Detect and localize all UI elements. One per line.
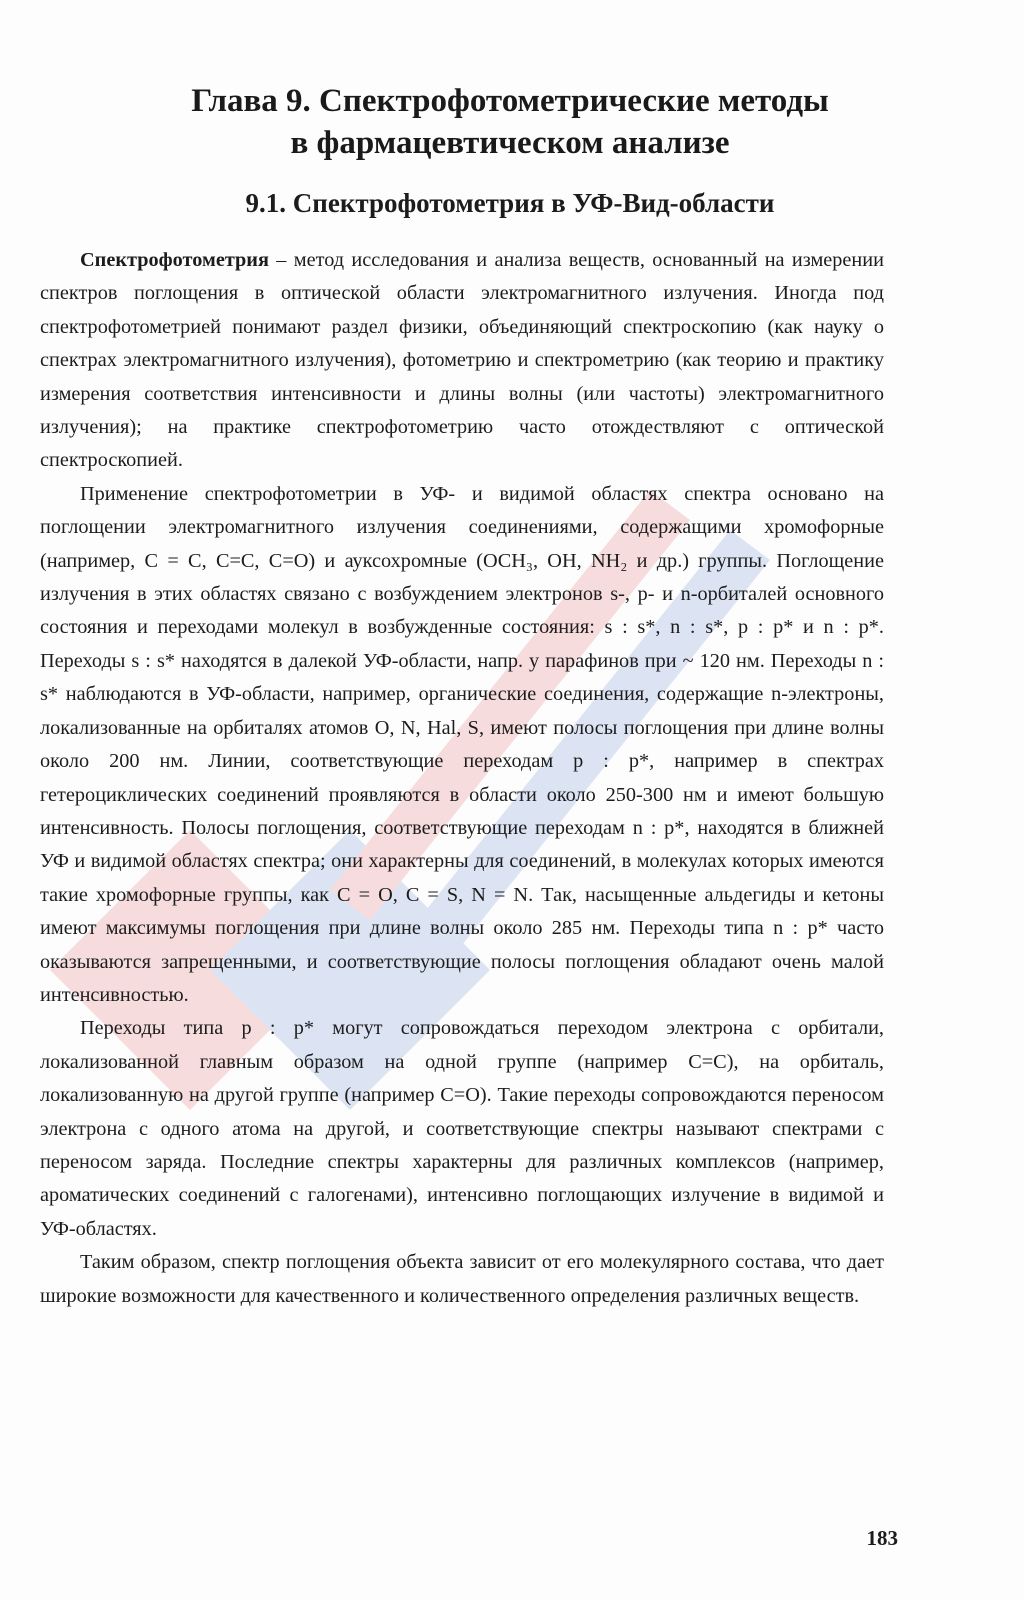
body-text	[40, 244, 884, 1313]
term-spectrophotometry: Спектрофотометрия	[80, 249, 269, 271]
chapter-title-line-2: в фармацевтическом анализе	[290, 125, 730, 161]
paragraph-1	[40, 244, 884, 478]
paragraph-2: Применение спектрофотометрии в УФ- и видимой областях спектра основано на поглощении электромагнитного излучения соединениями, содержащими хромофорные (например, C = C, C=C, C=O) и ауксохромные (OCH₃, OH, NH₂ и др.) группы. Поглощение излучения в этих областях связано с возбуждением электронов s-, p- и n-орбиталей основного состояния и переходами молекул в возбужденные состояния: s : s*, n : s*, p : p* и n : p*. Переходы s : s* находятся в далекой УФ-области, напр. у парафинов при ~ 120 нм. Переходы n : s* наблюдаются в УФ-области, например, органические соединения, содержащие n-электроны, локализованные на орбиталях атомов O, N, Hal, S, имеют полосы поглощения при длине волны около 200 нм. Линии, соответствующие переходам p : p*, например в спектрах гетероциклических соединений проявляются в области около 250-300 нм и имеют большую интенсивность. Полосы поглощения, соответствующие переходам n : p*, находятся в ближней УФ и видимой областях спектра; они характерны для соединений, в молекулах которых имеются такие хромофорные группы, как C = O, C = S, N = N. Так, насыщенные альдегиды и кетоны имеют максимумы поглощения при длине волны около 285 нм. Переходы типа n : p* часто оказываются запрещенными, и соответствующие полосы поглощения обладают очень малой интенсивностью.	[40, 482, 884, 1006]
section-title: 9.1. Спектрофотометрия в УФ-Вид-области	[245, 188, 775, 218]
paragraph-4: Таким образом, спектр поглощения объекта зависит от его молекулярного состава, что дает широкие возможности для качественного и количественного определения различных веществ.	[40, 1251, 884, 1307]
chapter-title-line-1: Глава 9. Спектрофотометрические методы	[191, 83, 829, 119]
paragraph-1-text: – метод исследования и анализа веществ, основанный на измерении спектров поглощения в оптической области электромагнитного излучения. Иногда под спектрофотометрией понимают раздел физики, объединяющий спектроскопию (как науку о спектрах электромагнитного излучения), фотометрию и спектрометрию (как теорию и практику измерения соответствия интенсивности и длины волны (или частоты) электромагнитного излучения); на практике спектрофотометрию часто отождествляют с оптической спектроскопией.	[40, 249, 884, 472]
page-number: 183	[866, 1526, 898, 1550]
paragraph-3: Переходы типа p : p* могут сопровождаться переходом электрона с орбитали, локализованной главным образом на одной группе (например C=C), на орбиталь, локализованную на другой группе (например C=O). Такие переходы сопровождаются переносом электрона с одного атома на другой, и соответствующие спектры называют спектрами с переносом заряда. Последние спектры характерны для различных комплексов (например, ароматических соединений с галогенами), интенсивно поглощающих излучение в видимой и УФ-областях.	[40, 1017, 884, 1240]
chapter-title	[80, 80, 940, 164]
